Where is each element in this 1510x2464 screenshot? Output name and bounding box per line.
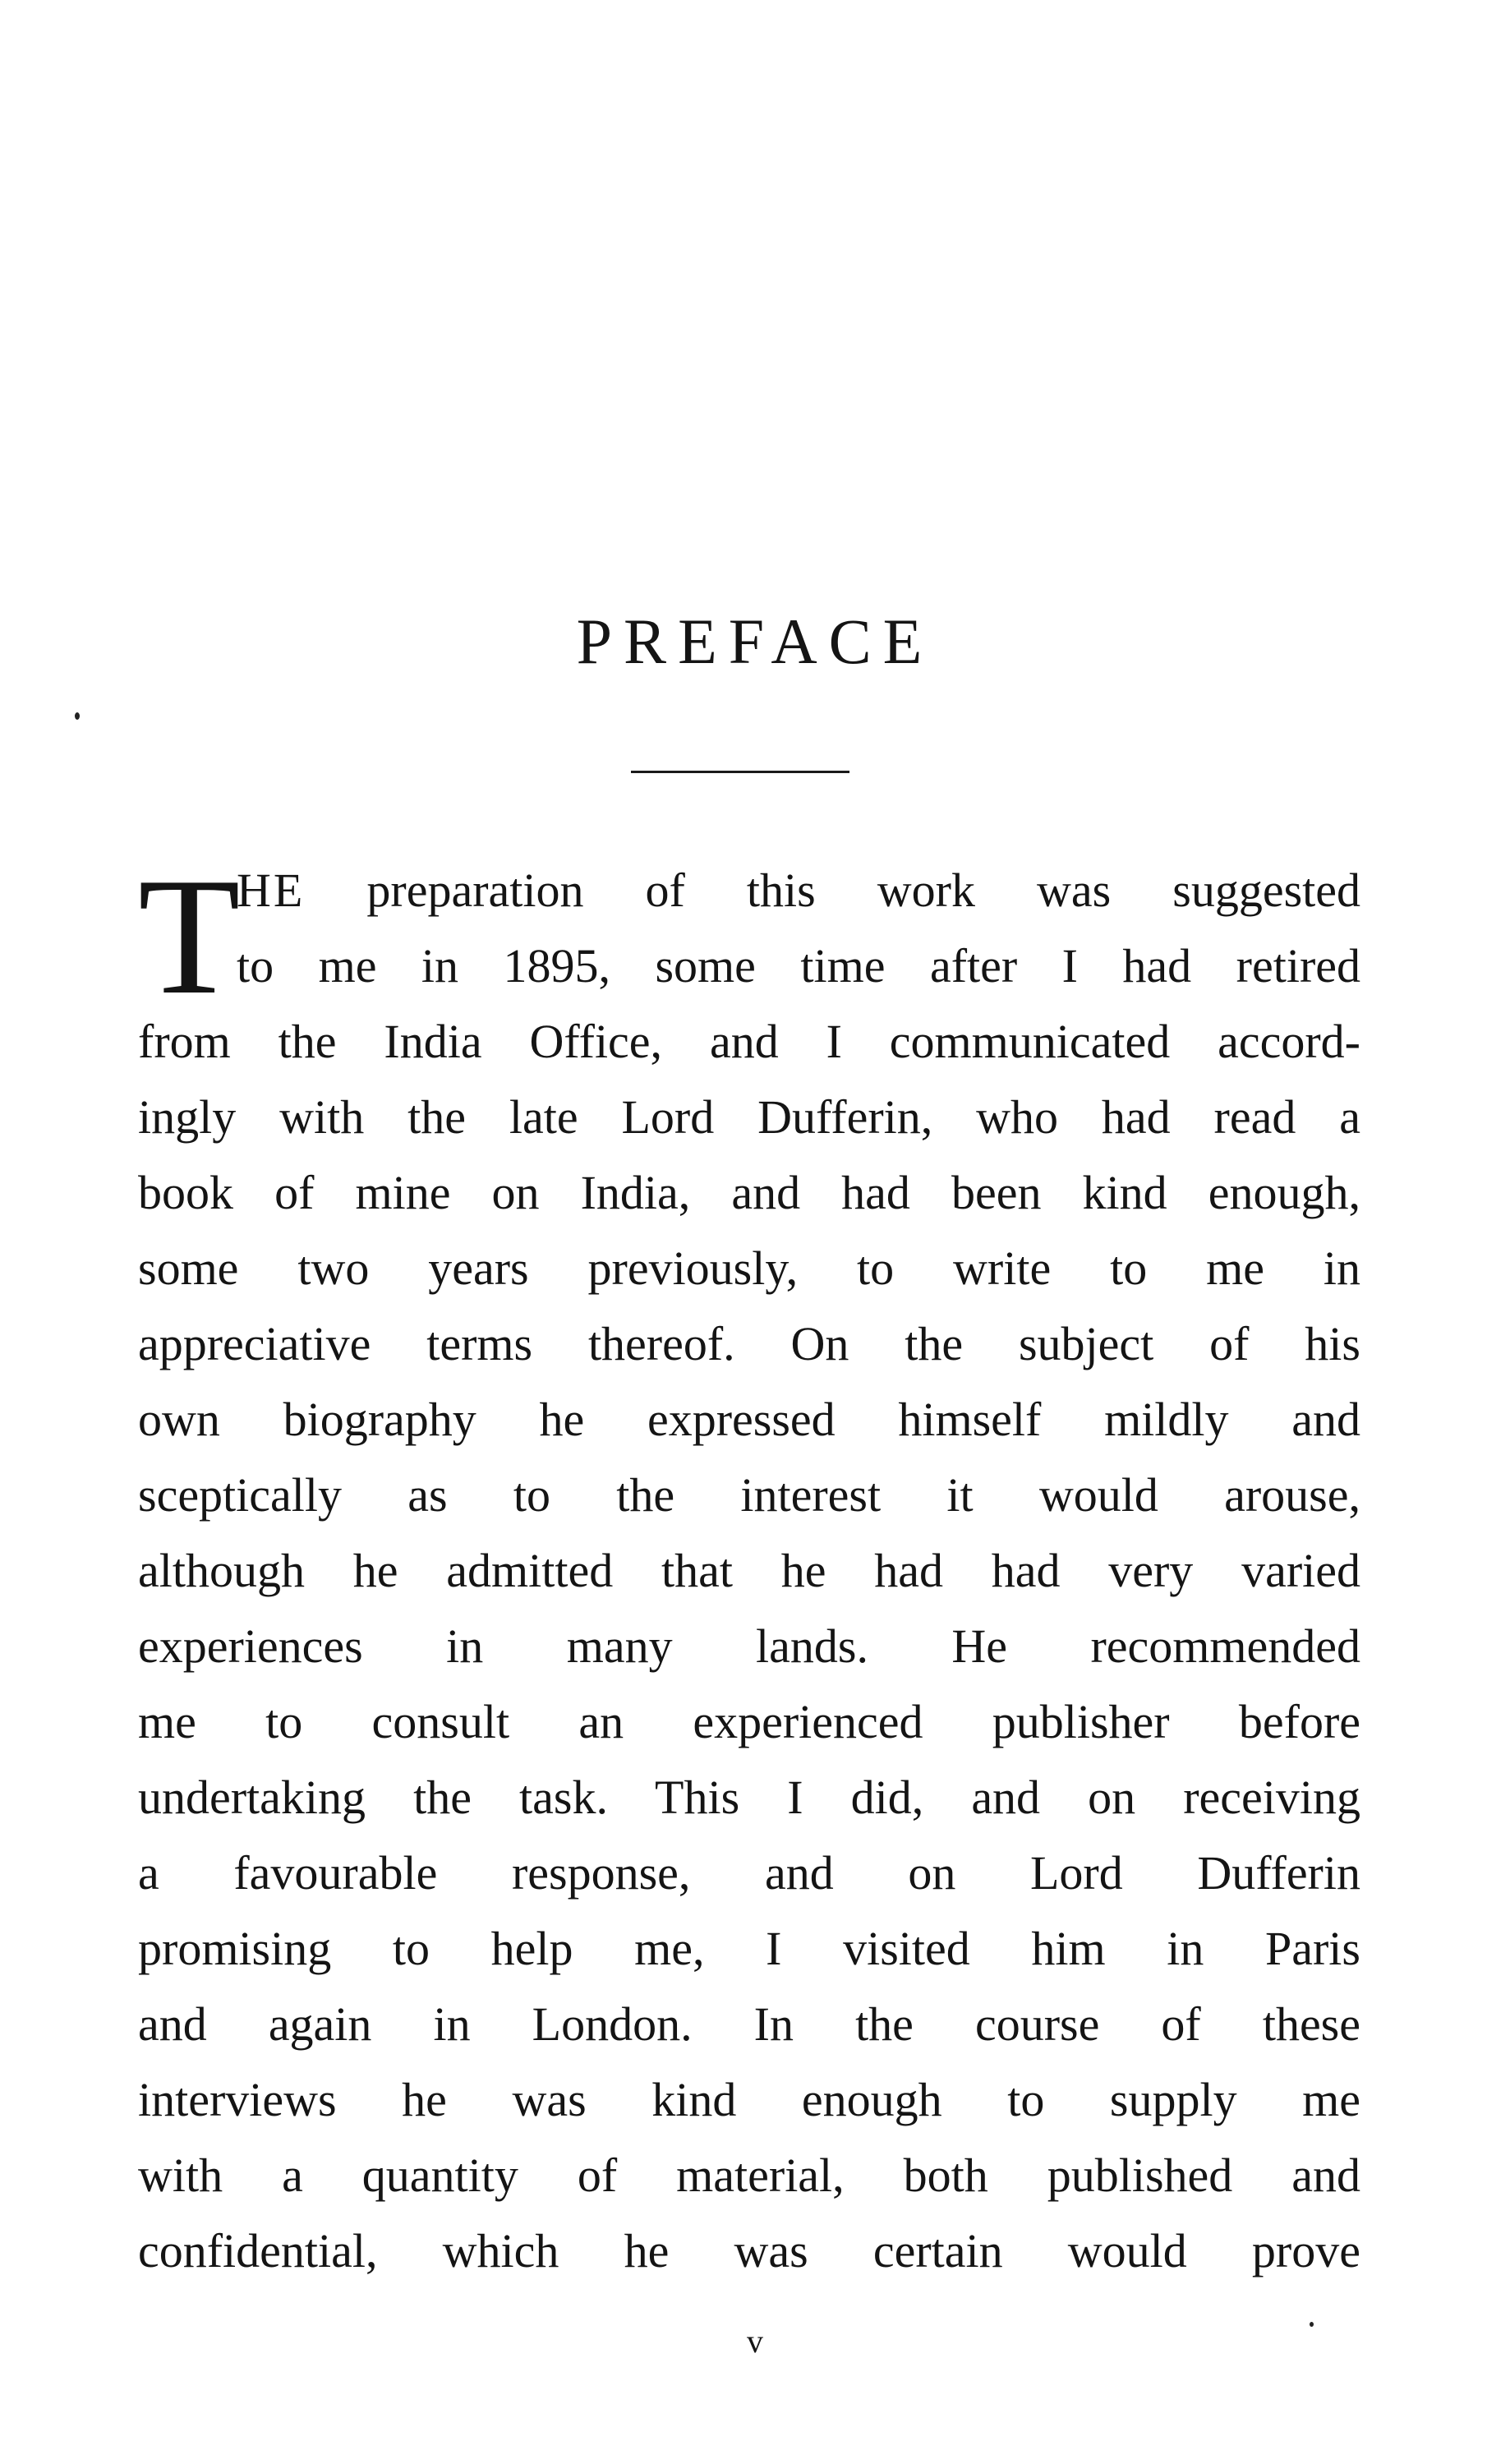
text-line: experiences in many lands. He recommended bbox=[138, 1619, 1360, 1673]
text-line: own biography he expressed himself mildly and bbox=[138, 1393, 1360, 1446]
text-line: from the India Office, and I communicated accord- bbox=[138, 1015, 1360, 1068]
text-line: appreciative terms thereof. On the subject of his bbox=[138, 1317, 1360, 1370]
text-line: although he admitted that he had had very varied bbox=[138, 1544, 1360, 1597]
text-line: confidential, which he was certain would prove bbox=[138, 2224, 1360, 2277]
text-line: interviews he was kind enough to supply me bbox=[138, 2073, 1360, 2126]
text-line: some two years previously, to write to me in bbox=[138, 1241, 1360, 1295]
page-title: PREFACE bbox=[576, 606, 934, 677]
text-line: a favourable response, and on Lord Dufferin bbox=[138, 1846, 1360, 1900]
text-line: undertaking the task. This I did, and on receiving bbox=[138, 1771, 1360, 1824]
text-line: book of mine on India, and had been kind enough, bbox=[138, 1166, 1360, 1219]
drop-cap: T bbox=[138, 844, 241, 1029]
ink-speck bbox=[75, 712, 80, 720]
text-line: sceptically as to the interest it would arouse, bbox=[138, 1468, 1360, 1522]
preface-body bbox=[138, 844, 1360, 2289]
text-line: and again in London. In the course of these bbox=[138, 1997, 1360, 2051]
text-line: me to consult an experienced publisher before bbox=[138, 1695, 1360, 1748]
page-number: v bbox=[747, 2323, 763, 2360]
text-line bbox=[138, 853, 1360, 928]
text-line: with a quantity of material, both published and bbox=[138, 2149, 1360, 2202]
text-line: promising to help me, I visited him in Paris bbox=[138, 1922, 1360, 1975]
title-rule bbox=[631, 771, 849, 773]
text-line: to me in 1895, some time after I had retired bbox=[237, 939, 1360, 993]
text-line: ingly with the late Lord Dufferin, who had read a bbox=[138, 1090, 1360, 1144]
first-line-rest: preparation of this work was suggested bbox=[366, 864, 1360, 917]
first-line-lead: HE bbox=[237, 864, 306, 917]
